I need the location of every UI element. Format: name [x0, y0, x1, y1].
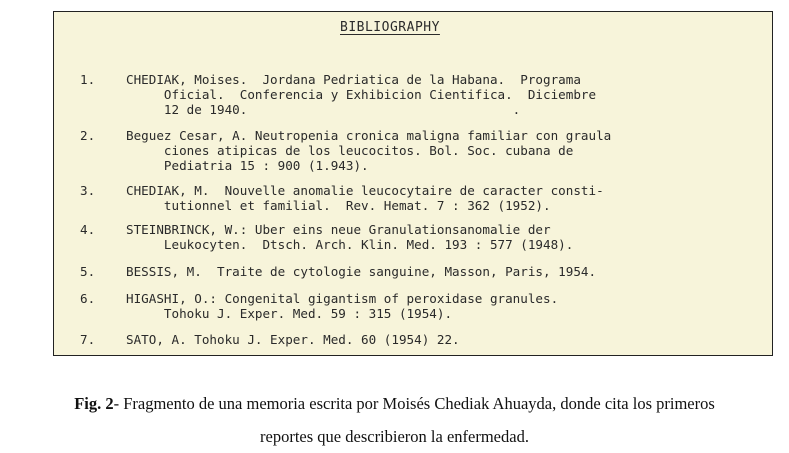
figure-label: Fig. 2 [74, 394, 114, 413]
reference-number: 7. [80, 332, 96, 347]
figure-caption-line-1 [0, 394, 789, 414]
reference-line: SATO, A. Tohoku J. Exper. Med. 60 (1954) 22. [126, 332, 460, 347]
reference-number: 6. [80, 291, 96, 306]
reference-number: 4. [80, 222, 96, 237]
document-title: BIBLIOGRAPHY [340, 20, 440, 35]
reference-number: 3. [80, 183, 96, 198]
reference-number: 1. [80, 72, 96, 87]
caption-text-line-1: - Fragmento de una memoria escrita por Moisés Chediak Ahuayda, donde cita los primeros [113, 394, 715, 413]
reference-line: BESSIS, M. Traite de cytologie sanguine, Masson, Paris, 1954. [126, 264, 597, 279]
reference-line: Pediatria 15 : 900 (1.943). [126, 158, 369, 173]
reference-line: CHEDIAK, Moises. Jordana Pedriatica de la Habana. Programa [126, 72, 581, 87]
reference-line: HIGASHI, O.: Congenital gigantism of peroxidase granules. [126, 291, 559, 306]
reference-line: CHEDIAK, M. Nouvelle anomalie leucocytaire de caracter consti- [126, 183, 604, 198]
reference-text [126, 332, 460, 347]
reference-text [126, 72, 596, 117]
reference-text [126, 128, 611, 173]
reference-line: tutionnel et familial. Rev. Hemat. 7 : 362 (1952). [126, 198, 551, 213]
reference-line: Tohoku J. Exper. Med. 59 : 315 (1954). [126, 306, 453, 321]
reference-line: Oficial. Conferencia y Exhibicion Cientifica. Diciembre [126, 87, 597, 102]
reference-number: 5. [80, 264, 96, 279]
reference-line: 12 de 1940. . [126, 102, 521, 117]
figure-caption-line-2 [0, 427, 789, 447]
reference-text [126, 222, 573, 252]
reference-line: Leukocyten. Dtsch. Arch. Klin. Med. 193 : 577 (1948). [126, 237, 574, 252]
reference-text [126, 264, 596, 279]
reference-text [126, 291, 558, 321]
caption-text-line-2: reportes que describieron la enfermedad. [260, 427, 529, 446]
reference-line: ciones atipicas de los leucocitos. Bol. Soc. cubana de [126, 143, 574, 158]
reference-text [126, 183, 604, 213]
reference-number: 2. [80, 128, 96, 143]
reference-line: STEINBRINCK, W.: Uber eins neue Granulationsanomalie der [126, 222, 551, 237]
reference-line: Beguez Cesar, A. Neutropenia cronica maligna familiar con graula [126, 128, 612, 143]
